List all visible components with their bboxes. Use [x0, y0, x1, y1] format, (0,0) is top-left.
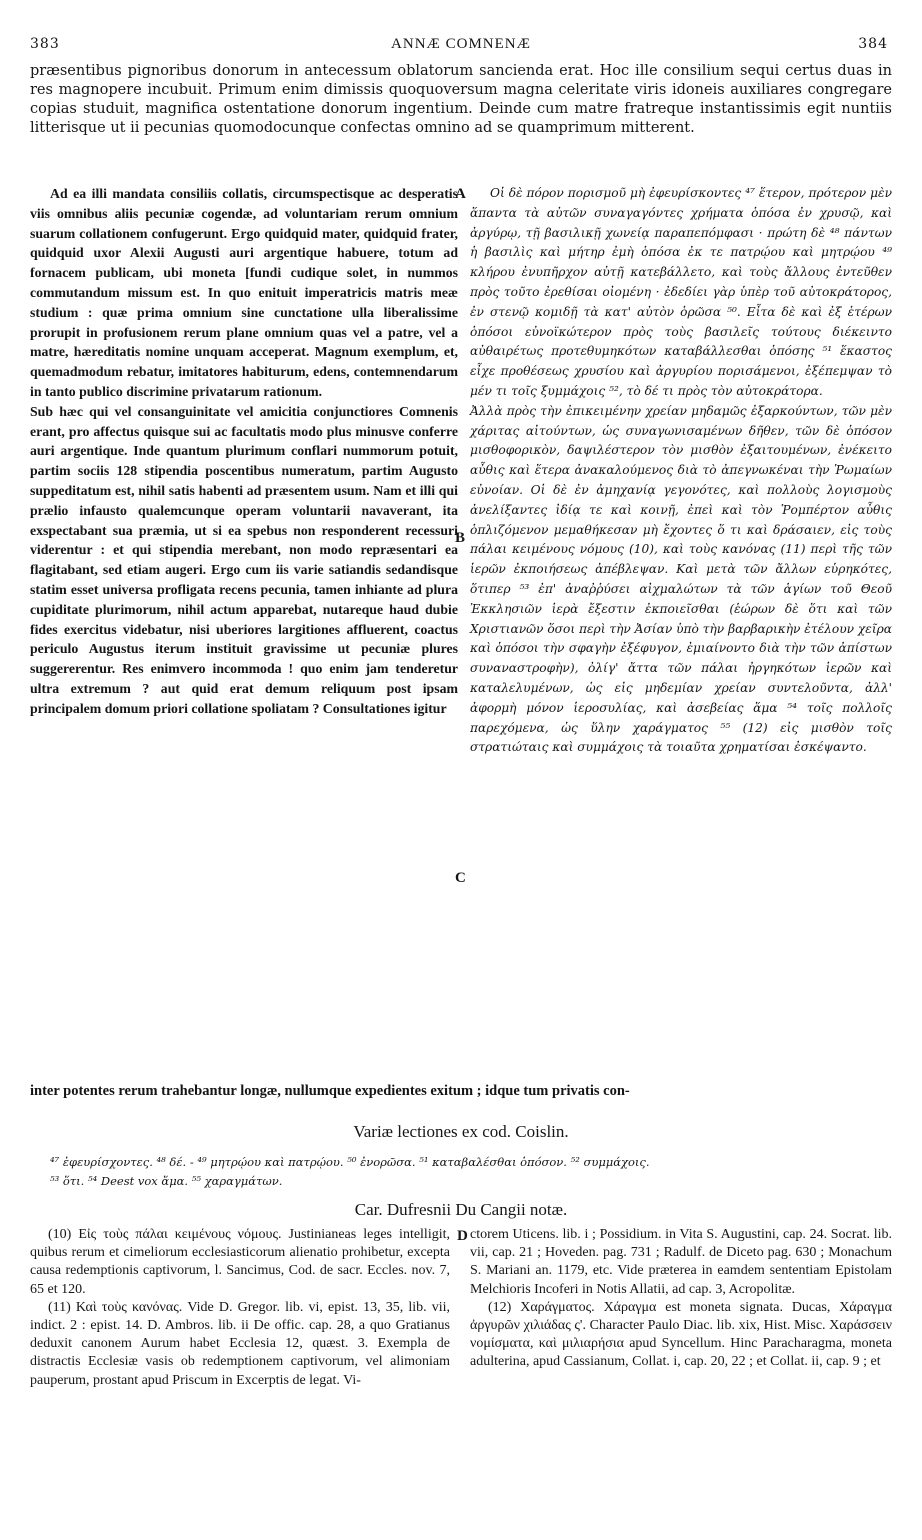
variae-line: ⁴⁷ ἐφευρίσχοντες. ⁴⁸ δέ. - ⁴⁹ μητρῴου καὶ πατρῴου. ⁵⁰ ἐνορῶσα. ⁵¹ καταβαλέσθαι ὁπόσον. ⁵² συμμάχοις. — [50, 1155, 650, 1169]
greek-paragraph: Ἀλλὰ πρὸς τὴν ἐπικειμένην χρείαν μηδαμῶς ἐξαρκούντων, τῶν μὲν χάριτας αἰτούντων, ὡς συναγωνισαμένων δῆθεν, τῶν δὲ ὁπόσον μισθοφορικὸν, δαψιλέστερον τὸν μισθὸν ἐξαιτουμένων, ἐνέκειτο αὖθις καὶ ἕτερα ἀνακαλούμενος διὰ τὸ ἀπεγνωκέναι τὴν Ῥωμαίων εὐνοίαν. Οἱ δὲ ἐν ἀμηχανίᾳ γεγονότες, καὶ πολλοὺς λογισμοὺς ἀνελίξαντες ἰδίᾳ τε καὶ κοινῇ, ἐπεὶ καὶ τὸν Ῥομπέρτον αὖθις ὁπλιζόμενον μεμαθήκεσαν μὴ ἔχοντες ὅ τι καὶ δράσαιεν, εἰς τοὺς πάλαι κειμένους νόμους (10), καὶ τοὺς κανόνας (11) περὶ τῆς τῶν ἱερῶν ἐκποιήσεως ἀπέβλεψαν. Καὶ μετὰ τῶν ἄλλων εὑρηκότες, ὅτιπερ ⁵³ ἐπ' ἀναῤῥύσει αἰχμαλώτων τὰ τῶν ἁγίων τοῦ Θεοῦ Ἐκκλησιῶν ἱερὰ ἔξεστιν ἐκποιεῖσθαι (ἑώρων δὲ ὅτι καὶ τῶν Χριστιανῶν ὅσοι περὶ τὴν Ἀσίαν ὑπὸ τὴν βαρβαρικὴν ἐτέλουν χεῖρα καὶ ὁπόσοι τὴν σφαγὴν ἐξέφυγον, ἐμιαίνοντο διὰ τὴν τῶν ἀπίστων συναναστροφὴν), ὀλίγ' ἄττα τῶν πάλαι ἠργηκότων ἱερῶν καὶ καταλελυμένων, ὡς εἰς μηδεμίαν χρείαν συντελοῦντα, ἀλλ' ἀφορμὴ μόνον ἱεροσυλίας, καὶ ἀσεβείας ἅμα ⁵⁴ τοῖς πολλοῖς παρεχόμενα, ὡς ὕλην χαράγματος ⁵⁵ (12) εἰς μισθὸν τοῖς στρατιώταις καὶ συμμάχοις τὰ τοιαῦτα χρηματίσαι ἐσκέψαντο. — [470, 403, 892, 755]
variae-lines — [50, 1153, 892, 1191]
column-marker-a: A — [455, 186, 466, 202]
note-paragraph: ctorem Uticens. lib. i ; Possidium. in Vita S. Augustini, cap. 24. Socrat. lib. vii, cap. 21 ; Hoveden. pag. 731 ; Radulf. de Diceto pag. 630 ; Monachum S. Mariani an. 1179, etc. Vide præterea in eamdem sententiam Epistolam Melchioris Incoferi in Notis Allatii, ad cap. 3, Acropolitæ. — [470, 1227, 892, 1297]
note-paragraph: (10) Εἰς τοὺς πάλαι κειμένους νόμους. Justinianeas leges intelligit, quibus rerum et cimeliorum ecclesiasticorum alienatio prohibetur, excepta causa redemptionis captivorum, l. Sancimus, Cod. de sacr. Eccles. nov. 7, 65 et 120. — [30, 1227, 450, 1297]
latin-paragraph: Ad ea illi mandata consiliis collatis, circumspectisque ac desperatis viis omnibus aliis pecuniæ cogendæ, ad voluntariam rerum omnium suarum collationem confugerunt. Ergo quidquid mater, quidquid frater, quidquid uxor Alexii Augusti auri argentique habuere, totum ad fornacem publicam, ubi moneta [fundi cudique solet, in nummos commutandum missum est. In quo enituit imperatricis matris meæ studium : quæ prima omnium sine cunctatione ulla liberalissime prorupit in profusionem rerum plane omnium quas vel a patre, vel a matre, hæreditatis nomine unquam acceperat. Magnum exemplum, et, quemadmodum rebatur, imitatores habiturum, edens, contemnendarum in tanto publico discrimine privatarum rationum. — [30, 186, 458, 399]
note-paragraph: (12) Χαράγματος. Χάραγμα est moneta signata. Ducas, Χάραγμα ἀργυρῶν χιλιάδας ς'. Character Paulo Diac. lib. xix, Hist. Misc. Χαράσσειν νομίσματα, καὶ μιλιαρήσια apud Syncellum. Hinc Paracharagma, moneta adulterina, apud Cassianum, Collat. i, cap. 20, 22 ; et Collat. ii, cap. 9 ; et — [470, 1299, 892, 1370]
notes-left-column — [30, 1226, 450, 1390]
notae-heading: Car. Dufresnii Du Cangii notæ. — [354, 1200, 568, 1219]
notes-right-column — [470, 1226, 892, 1372]
running-title: ANNÆ COMNENÆ — [391, 36, 531, 52]
variae-heading: Variæ lectiones ex cod. Coislin. — [353, 1122, 569, 1141]
closing-line: inter potentes rerum trahebantur longæ, nullumque expedientes exitum ; idque tum privatis con- — [30, 1083, 630, 1099]
note-paragraph: (11) Καὶ τοὺς κανόνας. Vide D. Gregor. lib. vi, epist. 13, 35, lib. vii, indict. 2 : epist. 14. D. Ambros. lib. ii De offic. cap. 28, a quo Gratianus deduxit canonem Aurum habet Ecclesia 12, quæst. 3. Exempla de distractis Ecclesiæ vasis ob redemptionem captivorum, vel alimoniam pauperum, prostant apud Priscum in Excerptis de legat. Vi- — [30, 1299, 450, 1388]
page-number-right: 384 — [858, 36, 888, 52]
variae-line: ⁵³ ὅτι. ⁵⁴ Deest vox ἅμα. ⁵⁵ χαραγμάτων. — [50, 1174, 283, 1188]
column-marker-b: B — [455, 530, 466, 546]
column-marker-d: D — [457, 1228, 468, 1244]
greek-paragraph: Οἱ δὲ πόρον πορισμοῦ μὴ ἐφευρίσκοντες ⁴⁷ ἕτερον, πρότερον μὲν ἅπαντα τὰ αὐτῶν συναγαγόντες χρήματα ὁπόσα ἐν χρυσῷ, καὶ ἀργύρῳ, τῇ βασιλικῇ χωνείᾳ παραπεπόμφασι · πρώτη δὲ ⁴⁸ πάντων ἡ βασιλὶς καὶ μήτηρ ἐμὴ ὁπόσα ἐκ τε πατρῴου καὶ μητρῴου ⁴⁹ κλήρου ἐνυπῆρχον αὐτῇ κατεβάλλετο, καὶ τοὺς ἄλλους ἐντεῦθεν πρὸς τοῦτο ἐρεθίσαι οἰομένη · ἐδεδίει γὰρ ὑπὲρ τοῦ αὐτοκράτορος, ἐν στενῷ κομιδῇ τὰ κατ' αὐτὸν ὁρῶσα ⁵⁰. Εἶτα δὲ καὶ ἐξ ἑτέρων ὁπόσοι εὐνοϊκώτερον πρὸς τοὺς βασιλεῖς τούτους διέκειντο αὐθαιρέτως προτεθυμηκότων καταβάλλεσθαι ὁπόσης ⁵¹ ἕκαστος εἶχε προθέσεως χρυσίου καὶ ἀργυρίου πορισάμενοι, ἐξέπεμψαν τὸ μέν τι τοῖς ξυμμάχοις ⁵², τὸ δέ τι πρὸς τὸν αὐτοκράτορα. — [470, 186, 892, 398]
latin-column — [30, 184, 458, 719]
latin-paragraph: Sub hæc qui vel consanguinitate vel amicitia conjunctiores Comnenis erant, pro affectus quisque sui ac facultatis modo plus minusve conferre auri argentique. Inde quantum plurimum conflari nummorum potuit, partim sociis 128 stipendia poscentibus numeratum, partim Augusto suppeditatum est, nihil satis habenti ad præsentem usum. Nam et illi qui prælio infausto qualemcunque operam voluntarii navaverant, ita exspectabant sua præmia, ut si ea spebus non responderent recessuri viderentur : et qui stipendia merebant, non modo repræsentari ea flagitabant, sed etiam augeri. Ergo cum iis varie satiandis sedandisque statim esset universa profligata recens pecunia, tamen inhiante ad plura cupiditate plurimorum, nihil actum apparebat, nutareque haud dubie fides exercitus videbatur, nisi uberiores largitiones affluerent, coactus periculo Augustus iterum instituit gravissime ut pecuniæ plures suggererentur. Res enimvero incommoda ! quo enim jam tenderetur ultra extremum ? aut quid erat demum reliquum post ipsam principalem domum priori collatione spoliatam ? Consultationes igitur — [30, 403, 458, 716]
column-marker-c: C — [455, 870, 466, 886]
page-number-left: 383 — [30, 36, 60, 52]
opening-paragraph: præsentibus pignoribus donorum in antecessum oblatorum sancienda erat. Hoc ille consilium sequi certus duas in res magnopere incubuit. Primum enim dimissis quoquoversum magna celeritate viris idoneis auxiliares congregare copias studuit, magnifica ostentatione donorum ingentium. Deinde cum matre fratreque instantissimis egit nuntiis litterisque ut ii pecunias quomodocunque confectas omnino ad se quamprimum mitterent. — [30, 63, 892, 136]
greek-column — [470, 184, 892, 758]
